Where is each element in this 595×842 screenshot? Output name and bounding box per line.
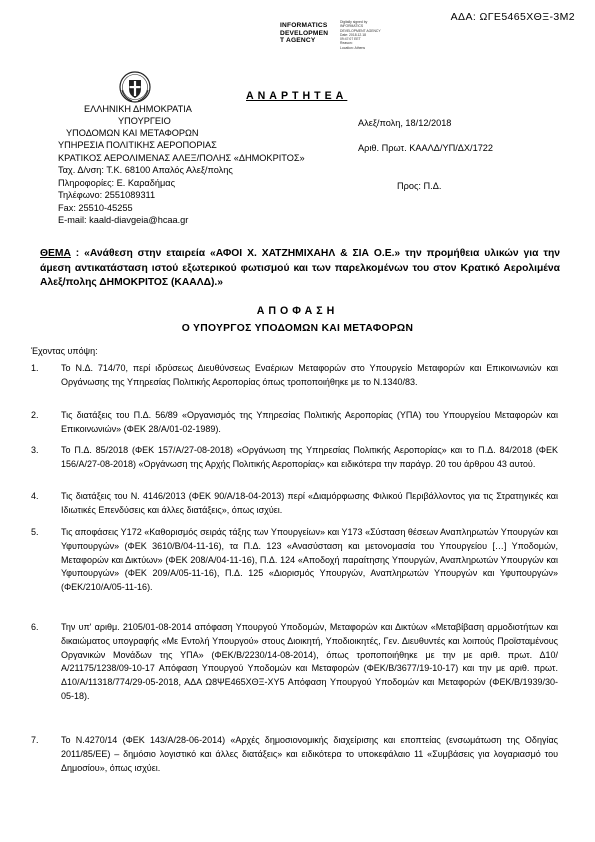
item-number: 6. xyxy=(31,622,39,632)
list-item xyxy=(31,490,558,518)
subject-block xyxy=(40,247,560,291)
document-date: Αλεξ/πολη, 18/12/2018 xyxy=(358,118,452,128)
recipient: Προς: Π.Δ. xyxy=(397,181,442,191)
fax-number: Fax: 25510-45255 xyxy=(58,203,133,213)
list-item xyxy=(31,734,558,775)
decision-heading: ΑΠΟΦΑΣΗ xyxy=(256,305,339,317)
signature-line: Reason: xyxy=(340,41,353,46)
signature-line: Location: Athens xyxy=(340,45,366,50)
list-item xyxy=(31,409,558,437)
item-text: Το Ν.Δ. 714/70, περί ιδρύσεως Διευθύνσεως Εναέριων Μεταφορών στο Υπουργείο Μεταφορών και Επικοινωνιών και Οργάνωσης της Υπηρεσίας Πολιτικής Αεροπορίας όπως τροποποιήθηκε με το Ν.1340/83. xyxy=(61,363,558,387)
item-number: 4. xyxy=(31,491,39,501)
ministry-line-1: ΥΠΟΥΡΓΕΙΟ xyxy=(118,116,171,126)
subject-label: ΘΕΜΑ xyxy=(40,248,71,259)
item-text: Την υπ' αριθμ. 2105/01-08-2014 απόφαση Υπουργού Υποδομών, Μεταφορών και Δικτύων «Μεταβίβαση αρμοδιοτήτων και δικαιώματος υπογραφής «Με Εντολή Υπουργού» στους Διοικητή, Υποδιοικητές, Γεν. Διευθυντές και λοιπούς Προϊσταμένους Οργανικών Μονάδων της ΥΠΑ» (ΦΕΚ/Β/2230/14-08-2014), όπως τροποποιήθηκε με την με αριθ. πρωτ. Δ10/Α/21175/1238/09-10-17 Απόφαση Υπουργού Υποδομών και Μεταφορών (ΦΕΚ/Β/3677/19-10-17) και την με αριθ. πρωτ. Δ10/Α/11318/774/29-05-2018, ΑΔΑ Ω8ΨΕ465ΧΘΞ-ΧΥ5 Απόφαση Υπουργού Υποδομών και Μεταφορών (ΦΕΚ/Β/1939/30-05-18). xyxy=(61,622,558,701)
phone-number: Τηλέφωνο: 2551089311 xyxy=(58,190,156,200)
postal-address: Ταχ. Δ/νση: Τ.Κ. 68100 Απαλός Αλεξ/πολης xyxy=(58,165,233,175)
idt-line: INFORMATICS xyxy=(280,22,328,29)
posting-required-heading: ΑΝΑΡΤΗΤΕΑ xyxy=(246,90,348,102)
signature-line: INFORMATICS xyxy=(340,24,364,29)
digital-signature-stamp xyxy=(340,20,381,50)
list-item xyxy=(31,526,558,595)
signature-line: Date: 2018.12.18 xyxy=(340,32,367,37)
item-text: Τις διατάξεις του Ν. 4146/2013 (ΦΕΚ 90/Α/18-04-2013) περί «Διαμόρφωσης Φιλικού Περιβάλλοντος για τις Στρατηγικές και Ιδιωτικές Επενδύσεις και άλλες διατάξεις», όπως ισχύει. xyxy=(61,491,558,515)
idt-line: DEVELOPMEN xyxy=(280,29,329,37)
item-text: Τις διατάξεις του Π.Δ. 56/89 «Οργανισμός της Υπηρεσίας Πολιτικής Αεροπορίας (ΥΠΑ) του Υπουργείου Μεταφορών και Επικοινωνιών» (ΦΕΚ 28/Α/01-02-1989). xyxy=(61,410,558,434)
country-name: ΕΛΛΗΝΙΚΗ ΔΗΜΟΚΡΑΤΙΑ xyxy=(84,104,192,114)
ministry-line-2: ΥΠΟΔΟΜΩΝ ΚΑΙ ΜΕΤΑΦΟΡΩΝ xyxy=(66,128,199,138)
idt-line: T AGENCY xyxy=(280,37,316,45)
minister-heading: Ο ΥΠΟΥΡΓΟΣ ΥΠΟΔΟΜΩΝ ΚΑΙ ΜΕΤΑΦΟΡΩΝ xyxy=(181,323,414,334)
item-number: 2. xyxy=(31,410,39,420)
item-text: Το Ν.4270/14 (ΦΕΚ 143/Α/28-06-2014) «Αρχές δημοσιονομικής διαχείρισης και εποπτείας (ενσωμάτωση της Οδηγίας 2011/85/ΕΕ) – δημόσιο λογιστικό και άλλες διατάξεις» και ειδικότερα το υποκεφάλαιο 11 «Συμβάσεις για λογαριασμό του Δημοσίου», όπως ισχύει. xyxy=(61,735,558,773)
contact-person: Πληροφορίες: Ε. Καραδήμας xyxy=(58,178,175,188)
list-item xyxy=(31,621,558,704)
idt-logo-text xyxy=(280,22,328,45)
item-text: Τις αποφάσεις Υ172 «Καθορισμός σειράς τάξης των Υπουργείων» και Υ173 «Σύσταση θέσεων Αναπληρωτών Υπουργών και Υφυπουργών» (ΦΕΚ 3610/Β/04-11-16), τα Π.Δ. 123 «Ανασύσταση και μετονομασία του Υπουργείου […] Υποδομών, Μεταφορών και Δικτύων» (ΦΕΚ 208/Α/04-11-16), Π.Δ. 124 «Αποδοχή παραίτησης Υπουργών, Αναπληρωτών Υπουργών και Υφυπουργών» (ΦΕΚ 209/Α/05-11-16), Π.Δ. 125 «Διορισμός Υπουργών, Αναπληρωτών Υπουργών και Υφυπουργών» (ΦΕΚ/210/Α/05-11-16). xyxy=(61,527,558,593)
greek-emblem-icon xyxy=(118,70,152,104)
considering-heading: Έχοντας υπόψη: xyxy=(31,346,98,356)
email-address: E-mail: kaald-diavgeia@hcaa.gr xyxy=(58,215,189,225)
subject-text: : «Ανάθεση στην εταιρεία «ΑΦΟΙ Χ. ΧΑΤΖΗΜΙΧΑΗΛ & ΣΙΑ Ο.Ε.» την προμήθεια υλικών για την άμεση αντικατάσταση ιστού εξωτερικού φωτισμού και των παρελκομένων του στον Κρατικό Αερολιμένα Αλεξ/πολης ΔΗΜΟΚΡΙΤΟΣ (ΚΑΑΛΔ).» xyxy=(40,248,560,289)
signature-line: 09:47:07 EET xyxy=(340,37,361,42)
item-number: 5. xyxy=(31,527,39,537)
signature-line: Digitally signed by xyxy=(340,20,368,24)
item-number: 3. xyxy=(31,445,39,455)
list-item xyxy=(31,362,558,390)
protocol-number: Αριθ. Πρωτ. ΚΑΑΛΔ/ΥΠ/ΔΧ/1722 xyxy=(358,143,494,153)
list-item xyxy=(31,444,558,472)
ada-code: ΑΔΑ: ΩΓΕ5465ΧΘΞ-3Μ2 xyxy=(450,11,575,23)
item-text: Το Π.Δ. 85/2018 (ΦΕΚ 157/Α/27-08-2018) «Οργάνωση της Υπηρεσίας Πολιτικής Αεροπορίας» και το Π.Δ. 84/2018 (ΦΕΚ 156/Α/27-08-2018) «Οργάνωση της Αρχής Πολιτικής Αεροπορίας» και ειδικότερα την παράγρ. 20 του άρθρου 43 αυτού. xyxy=(61,445,558,469)
item-number: 1. xyxy=(31,363,39,373)
airport-name: ΚΡΑΤΙΚΟΣ ΑΕΡΟΛΙΜΕΝΑΣ ΑΛΕΞ/ΠΟΛΗΣ «ΔΗΜΟΚΡΙΤΟΣ» xyxy=(58,153,305,163)
signature-line: DEVELOPMENT AGENCY xyxy=(340,28,381,33)
service-name: ΥΠΗΡΕΣΙΑ ΠΟΛΙΤΙΚΗΣ ΑΕΡΟΠΟΡΙΑΣ xyxy=(58,140,217,150)
item-number: 7. xyxy=(31,735,39,745)
